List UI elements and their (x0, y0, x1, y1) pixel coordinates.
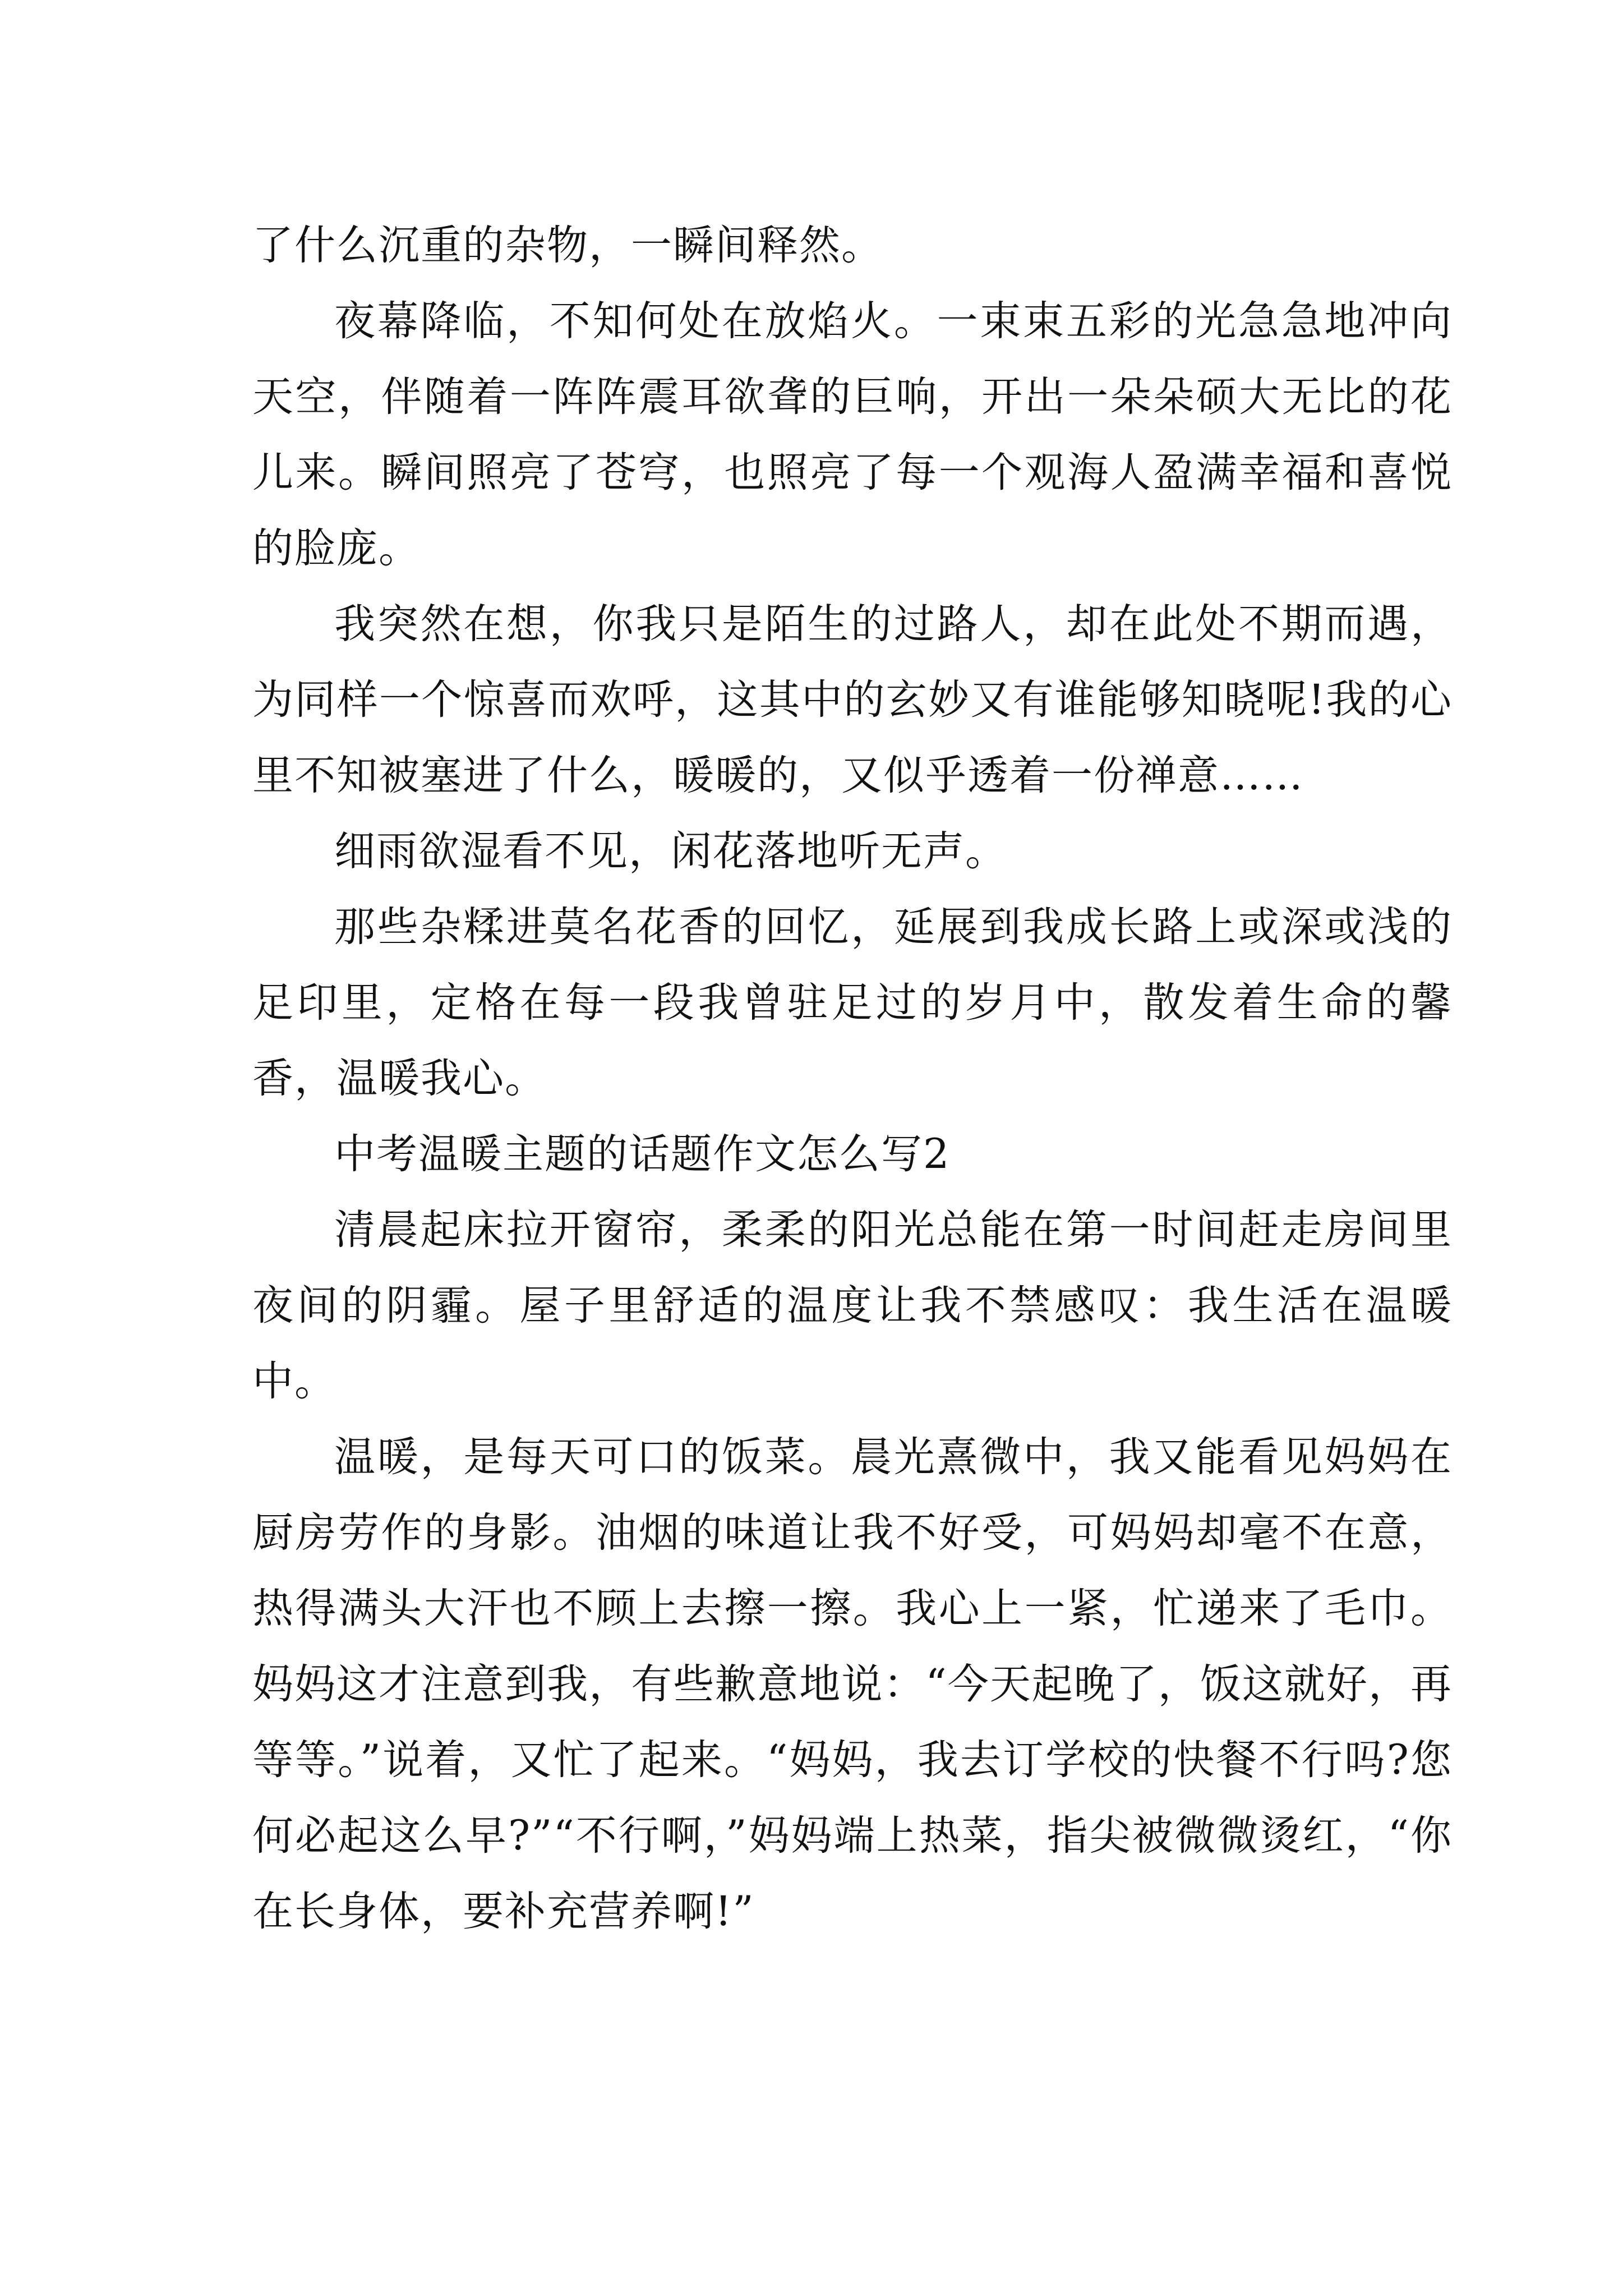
document-body (252, 208, 1453, 1949)
essay-heading: 中考温暖主题的话题作文怎么写2 (334, 1130, 951, 1178)
paragraph-strangers: 我突然在想，你我只是陌生的过路人，却在此处不期而遇，为同样一个惊喜而欢呼，这其中的玄妙又有谁能够知晓呢!我的心里不知被塞进了什么，暖暖的，又似乎透着一份禅意…… (252, 600, 1453, 799)
paragraph-continuation: 了什么沉重的杂物，一瞬间释然。 (252, 222, 883, 269)
paragraph-fireworks: 夜幕降临，不知何处在放焰火。一束束五彩的光急急地冲向天空，伴随着一阵阵震耳欲聋的巨响，开出一朵朵硕大无比的花儿来。瞬间照亮了苍穹，也照亮了每一个观海人盈满幸福和喜悦的脸庞。 (252, 297, 1453, 572)
paragraph-poem-line: 细雨欲湿看不见，闲花落地听无声。 (334, 827, 1007, 875)
paragraph-morning: 清晨起床拉开窗帘，柔柔的阳光总能在第一时间赶走房间里夜间的阴霾。屋子里舒适的温度让我不禁感叹：我生活在温暖中。 (252, 1206, 1453, 1405)
paragraph-memories: 那些杂糅进莫名花香的回忆，延展到我成长路上或深或浅的足印里，定格在每一段我曾驻足过的岁月中，散发着生命的馨香，温暖我心。 (252, 903, 1453, 1102)
paragraph-mother-cooking: 温暖，是每天可口的饭菜。晨光熹微中，我又能看见妈妈在厨房劳作的身影。油烟的味道让我不好受，可妈妈却毫不在意，热得满头大汗也不顾上去擦一擦。我心上一紧，忙递来了毛巾。妈妈这才注意到我，有些歉意地说：“今天起晚了，饭这就好，再等等。”说着，又忙了起来。“妈妈，我去订学校的快餐不行吗?您何必起这么早?”“不行啊，”妈妈端上热菜，指尖被微微烫红，“你在长身体，要补充营养啊!” (252, 1433, 1453, 1935)
